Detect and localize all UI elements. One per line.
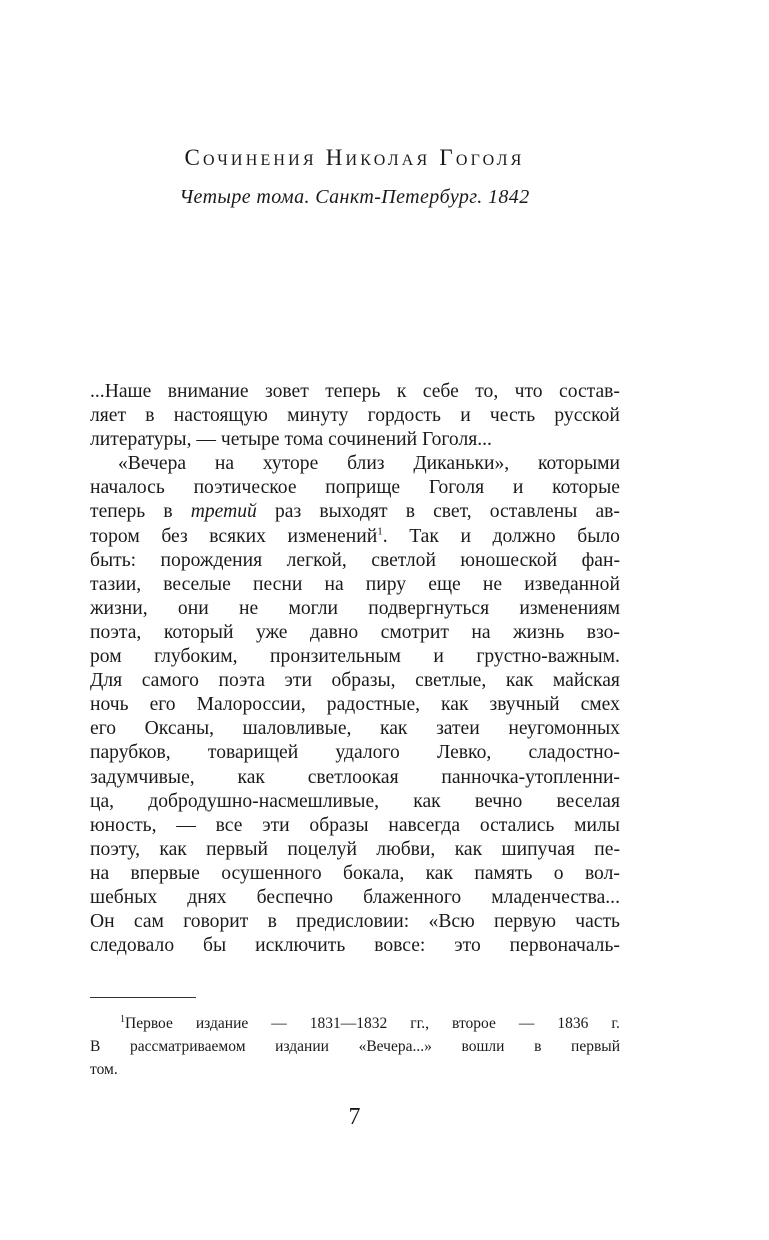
word: уже xyxy=(255,621,288,643)
body-line xyxy=(90,645,620,669)
italic-word: третий xyxy=(190,501,257,523)
word: товарищей xyxy=(207,742,299,764)
word: свет, xyxy=(433,501,472,523)
word: в xyxy=(534,1038,542,1055)
word: теперь xyxy=(325,381,381,402)
word: фан- xyxy=(581,549,620,571)
word: быть: xyxy=(90,549,137,571)
word: образы, xyxy=(331,670,396,692)
word: удалого xyxy=(335,742,400,764)
word: и xyxy=(460,405,471,427)
footnote-line xyxy=(90,1035,620,1058)
word: поэта, xyxy=(90,621,142,643)
body-line xyxy=(90,717,620,741)
body-line xyxy=(90,525,620,549)
footnote xyxy=(90,1012,620,1081)
word: затеи xyxy=(436,718,480,740)
body-line xyxy=(90,886,620,910)
word: которыми xyxy=(537,453,620,475)
word: эти xyxy=(262,814,290,836)
word: порождения xyxy=(160,549,263,571)
word: бы xyxy=(203,935,227,957)
word: как xyxy=(425,862,454,884)
word: тазии, xyxy=(90,573,142,595)
body-line xyxy=(90,862,620,886)
word: себе xyxy=(422,381,459,402)
body-line xyxy=(90,910,620,934)
word: могли xyxy=(288,597,338,619)
word: то, xyxy=(475,381,499,402)
word: всяких xyxy=(209,525,266,547)
body-line xyxy=(90,766,620,790)
word: панночка-утопленни- xyxy=(441,766,620,788)
word: и xyxy=(512,477,524,499)
word: они xyxy=(177,597,209,619)
word: ляет xyxy=(90,405,127,427)
word: милы xyxy=(574,814,620,836)
word: состав- xyxy=(559,381,620,402)
word: который xyxy=(163,621,234,643)
word: г. xyxy=(611,1015,620,1032)
word: оставлены xyxy=(489,501,578,523)
word: вол- xyxy=(584,862,620,884)
word: глубоким, xyxy=(154,646,238,668)
word: поэту, xyxy=(90,838,140,860)
word: что xyxy=(514,381,543,402)
word: — xyxy=(518,1015,535,1032)
word: ночь xyxy=(90,694,129,716)
word: светлой xyxy=(371,549,436,571)
word: исключить xyxy=(255,935,346,957)
word: «Всю xyxy=(428,911,475,933)
word: навсегда xyxy=(388,814,461,836)
word: осушенного xyxy=(221,862,322,884)
word: все xyxy=(215,814,243,836)
word: Гоголя xyxy=(428,477,485,499)
word: грустно-важным. xyxy=(476,646,620,668)
word: первый xyxy=(206,838,269,860)
word: не xyxy=(238,597,259,619)
word: на xyxy=(90,862,110,884)
body-line xyxy=(90,597,620,621)
word: о xyxy=(553,862,564,884)
word: вошли xyxy=(461,1038,505,1055)
word: майская xyxy=(552,670,620,692)
footnote-line xyxy=(90,1012,620,1035)
word: впервые xyxy=(130,862,200,884)
word: в xyxy=(405,501,415,523)
word: близ xyxy=(347,453,385,475)
word: самого xyxy=(141,670,199,692)
footnote-divider xyxy=(90,997,196,998)
word: как xyxy=(441,694,469,716)
footnote-reference[interactable]: 1 xyxy=(377,525,383,538)
body-line xyxy=(90,838,620,862)
word: изведанной xyxy=(524,573,620,595)
word: в xyxy=(267,911,277,933)
word: поприще xyxy=(325,477,401,499)
word: первую xyxy=(493,911,556,933)
word: честь xyxy=(489,405,536,427)
word: должно xyxy=(492,525,556,547)
word: смотрит xyxy=(380,621,449,643)
body-line xyxy=(90,790,620,814)
word: образы xyxy=(309,814,369,836)
footnote-line xyxy=(90,1058,620,1081)
word: шипучая xyxy=(501,838,575,860)
word: ав- xyxy=(595,501,620,523)
word: первый xyxy=(571,1038,620,1055)
word: как xyxy=(505,670,534,692)
word: Для xyxy=(90,670,123,692)
word: изменений$^1$. xyxy=(287,525,388,547)
word: как xyxy=(159,838,187,860)
word: теперь xyxy=(90,501,146,523)
body-line xyxy=(90,693,620,717)
word: вечно xyxy=(474,790,523,812)
word: зовет xyxy=(265,381,309,402)
word: смех xyxy=(580,694,620,716)
word: Диканьки», xyxy=(413,453,510,475)
word: В xyxy=(90,1038,101,1055)
word: Левко, xyxy=(436,742,492,764)
word: гг., xyxy=(410,1015,430,1032)
word: веселые xyxy=(163,573,231,595)
word: радостные, xyxy=(326,694,421,716)
body-line xyxy=(90,549,620,573)
word: второе xyxy=(452,1015,496,1032)
word: издание xyxy=(195,1015,249,1032)
word: светлоокая xyxy=(307,766,399,788)
word: рассматриваемом xyxy=(129,1038,246,1055)
word: память xyxy=(474,862,533,884)
word: и xyxy=(433,646,444,668)
word: остались xyxy=(479,814,555,836)
body-line xyxy=(90,934,620,958)
word: вовсе: xyxy=(374,935,426,957)
word: русской xyxy=(554,405,620,427)
word: не xyxy=(482,573,503,595)
word: пиру xyxy=(365,573,407,595)
word: легкой, xyxy=(286,549,347,571)
word: хуторе xyxy=(262,453,319,475)
word: «Вечера xyxy=(118,453,187,475)
word: было xyxy=(577,525,620,547)
word: и xyxy=(460,525,471,547)
word: младенчества... xyxy=(491,886,620,908)
word: юность, xyxy=(90,814,157,836)
body-line xyxy=(90,500,620,524)
word: предисловии: xyxy=(296,911,410,933)
word: песни xyxy=(252,573,303,595)
word: блаженного xyxy=(363,886,462,908)
word: как xyxy=(413,790,441,812)
body-line xyxy=(90,741,620,765)
word: «Вечера...» xyxy=(358,1038,432,1055)
word: часть xyxy=(575,911,620,933)
word: это xyxy=(454,935,481,957)
word: настоящую xyxy=(173,405,268,427)
word: говорит xyxy=(183,911,249,933)
word: сладостно- xyxy=(528,742,620,764)
word: в xyxy=(163,501,173,523)
word: без xyxy=(161,525,188,547)
word: изменениям xyxy=(519,597,620,619)
word: парубков, xyxy=(90,742,171,764)
word: $^1$Первое xyxy=(120,1013,173,1032)
word: жизни, xyxy=(90,597,148,619)
word: внимание xyxy=(167,381,249,402)
word: светлые, xyxy=(415,670,487,692)
word: гордость xyxy=(367,405,441,427)
body-line xyxy=(90,380,620,404)
footnote-line-text: том. xyxy=(90,1061,118,1078)
word: пронзительным xyxy=(270,646,401,668)
word: к xyxy=(396,381,407,402)
body-line-text: литературы, — четыре тома сочинений Гоголя... xyxy=(90,429,492,451)
word: Оксаны, xyxy=(144,718,215,740)
word: Так xyxy=(409,525,439,547)
chapter-title: Сочинения Николая Гоголя xyxy=(184,145,525,170)
word: в xyxy=(145,405,155,427)
word: тором xyxy=(90,525,140,547)
word: звучный xyxy=(489,694,560,716)
word: сам xyxy=(133,911,164,933)
word: ром xyxy=(90,646,122,668)
word: 1836 xyxy=(557,1015,589,1032)
body-text xyxy=(90,380,620,958)
word: еще xyxy=(428,573,461,595)
word: издании xyxy=(275,1038,329,1055)
word: шаловливые, xyxy=(242,718,352,740)
word: поэтическое xyxy=(193,477,297,499)
footnote-mark: 1 xyxy=(120,1013,125,1025)
word: добродушно-насмешливые, xyxy=(148,790,380,812)
body-line xyxy=(90,476,620,500)
word: выходят xyxy=(319,501,388,523)
word: началось xyxy=(90,477,165,499)
word: раз xyxy=(274,501,302,523)
word: 1831—1832 xyxy=(309,1015,388,1032)
word: ...Наше xyxy=(90,381,152,402)
word: — xyxy=(176,814,196,836)
word: ца, xyxy=(90,790,115,812)
body-line xyxy=(90,621,620,645)
word: первоначаль- xyxy=(509,935,620,957)
word: поэта xyxy=(218,670,265,692)
word: Малороссии, xyxy=(196,694,306,716)
word: юношеской xyxy=(460,549,558,571)
word: поцелуй xyxy=(287,838,357,860)
word: как xyxy=(237,766,265,788)
word: бокала, xyxy=(342,862,405,884)
word: задумчивые, xyxy=(90,766,195,788)
body-line xyxy=(90,669,620,693)
word: любви, xyxy=(376,838,436,860)
body-line xyxy=(90,814,620,838)
word: как xyxy=(380,718,408,740)
word: на xyxy=(324,573,344,595)
word: жизнь xyxy=(513,621,565,643)
word: на xyxy=(471,621,491,643)
word: его xyxy=(149,694,176,716)
word: следовало xyxy=(90,935,175,957)
word: пе- xyxy=(594,838,620,860)
word: взо- xyxy=(586,621,620,643)
body-line xyxy=(90,428,620,452)
word: его xyxy=(90,718,117,740)
body-line xyxy=(90,573,620,597)
word: беспечно xyxy=(256,886,334,908)
word: веселая xyxy=(556,790,620,812)
word: на xyxy=(214,453,235,475)
word: эти xyxy=(284,670,312,692)
word: которые xyxy=(552,477,620,499)
body-line xyxy=(90,404,620,428)
word: Он xyxy=(90,911,115,933)
chapter-subtitle: Четыре тома. Санкт-Петербург. 1842 xyxy=(179,186,530,208)
word: минуту xyxy=(287,405,349,427)
word: как xyxy=(454,838,483,860)
word: неугомонных xyxy=(508,718,620,740)
word: — xyxy=(271,1015,287,1032)
word: днях xyxy=(187,886,227,908)
word: подвергнуться xyxy=(368,597,490,619)
word: давно xyxy=(309,621,359,643)
body-line xyxy=(90,452,620,476)
page-number: 7 xyxy=(348,1104,361,1130)
word: шебных xyxy=(90,886,158,908)
